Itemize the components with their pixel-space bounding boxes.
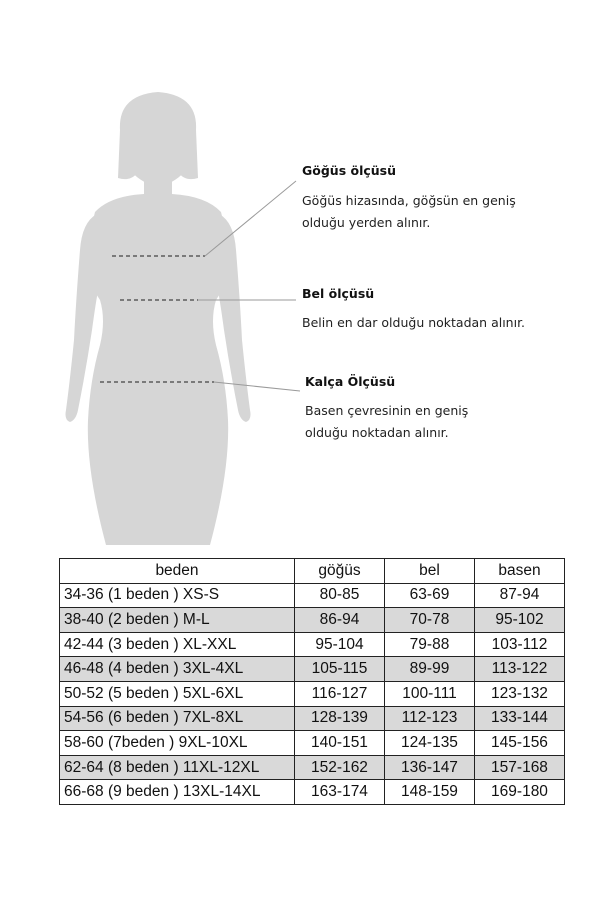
chest-cell: 86-94 <box>295 608 385 633</box>
size-chart-table <box>59 558 565 805</box>
chest-measure-title: Göğüs ölçüsü <box>302 163 397 178</box>
waist-measure-title: Bel ölçüsü <box>302 286 375 301</box>
size-cell: 54-56 (6 beden ) 7XL-8XL <box>60 706 295 731</box>
header-hip: basen <box>475 559 565 584</box>
chest-cell: 152-162 <box>295 755 385 780</box>
waist-cell: 148-159 <box>385 780 475 805</box>
chest-cell: 105-115 <box>295 657 385 682</box>
chest-cell: 163-174 <box>295 780 385 805</box>
hip-cell: 133-144 <box>475 706 565 731</box>
waist-measure-line-1: Belin en dar olduğu noktadan alınır. <box>302 315 526 330</box>
table-row <box>60 657 565 682</box>
table-row <box>60 731 565 756</box>
waist-cell: 70-78 <box>385 608 475 633</box>
waist-cell: 100-111 <box>385 681 475 706</box>
female-silhouette <box>66 92 251 545</box>
chest-cell: 140-151 <box>295 731 385 756</box>
hip-measure-line-1: Basen çevresinin en geniş <box>305 403 469 418</box>
waist-cell: 124-135 <box>385 731 475 756</box>
header-size: beden <box>60 559 295 584</box>
hip-cell: 87-94 <box>475 583 565 608</box>
chest-cell: 80-85 <box>295 583 385 608</box>
size-cell: 34-36 (1 beden ) XS-S <box>60 583 295 608</box>
size-cell: 46-48 (4 beden ) 3XL-4XL <box>60 657 295 682</box>
hip-cell: 103-112 <box>475 632 565 657</box>
header-waist: bel <box>385 559 475 584</box>
hip-measure-line-2: olduğu noktadan alınır. <box>305 425 449 440</box>
chest-cell: 116-127 <box>295 681 385 706</box>
table-header-row <box>60 559 565 584</box>
table-row <box>60 681 565 706</box>
waist-cell: 89-99 <box>385 657 475 682</box>
waist-cell: 63-69 <box>385 583 475 608</box>
waist-cell: 79-88 <box>385 632 475 657</box>
hip-cell: 157-168 <box>475 755 565 780</box>
hip-measure-title: Kalça Ölçüsü <box>305 374 396 389</box>
chest-cell: 95-104 <box>295 632 385 657</box>
waist-cell: 112-123 <box>385 706 475 731</box>
size-cell: 62-64 (8 beden ) 11XL-12XL <box>60 755 295 780</box>
size-cell: 66-68 (9 beden ) 13XL-14XL <box>60 780 295 805</box>
size-cell: 42-44 (3 beden ) XL-XXL <box>60 632 295 657</box>
table-row <box>60 608 565 633</box>
hip-guide-line <box>214 382 300 391</box>
hip-cell: 145-156 <box>475 731 565 756</box>
size-cell: 50-52 (5 beden ) 5XL-6XL <box>60 681 295 706</box>
waist-cell: 136-147 <box>385 755 475 780</box>
hip-cell: 123-132 <box>475 681 565 706</box>
size-cell: 38-40 (2 beden ) M-L <box>60 608 295 633</box>
size-cell: 58-60 (7beden ) 9XL-10XL <box>60 731 295 756</box>
chest-measure-line-2: olduğu yerden alınır. <box>302 215 431 230</box>
header-chest: göğüs <box>295 559 385 584</box>
hip-cell: 113-122 <box>475 657 565 682</box>
table-row <box>60 706 565 731</box>
chest-measure-line-1: Göğüs hizasında, göğsün en geniş <box>302 193 516 208</box>
chest-cell: 128-139 <box>295 706 385 731</box>
table-row <box>60 632 565 657</box>
hip-cell: 169-180 <box>475 780 565 805</box>
table-row <box>60 780 565 805</box>
table-row <box>60 755 565 780</box>
table-row <box>60 583 565 608</box>
hip-cell: 95-102 <box>475 608 565 633</box>
